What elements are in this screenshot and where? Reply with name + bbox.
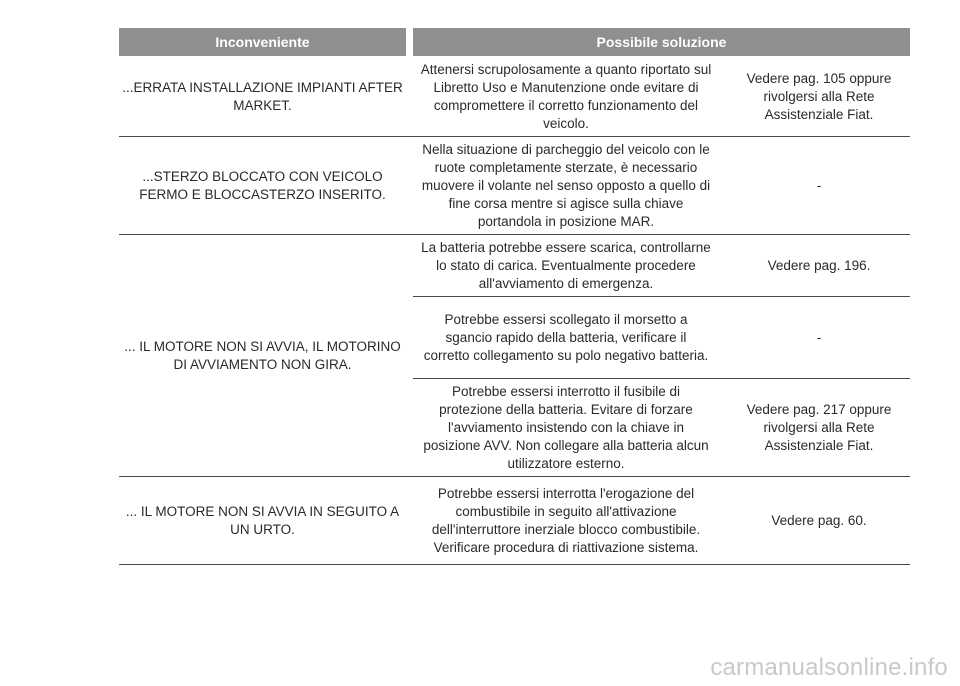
solution-text: Nella situazione di parcheggio del veicolo con le ruote completamente sterzate, è necessario muovere il volante nel senso opposto a quello di fine corsa mentre si agisce sulla chiave portandola in posizione MAR.: [421, 142, 711, 229]
solution-cell: [413, 382, 719, 474]
watermark: carmanualsonline.info: [710, 654, 948, 681]
reference-cell: [728, 60, 910, 134]
row-divider: [119, 234, 910, 235]
problem-text: ... IL MOTORE NON SI AVVIA, IL MOTORINO DI AVVIAMENTO NON GIRA.: [124, 339, 401, 372]
solution-cell: [413, 480, 719, 562]
reference-text: Vedere pag. 60.: [771, 513, 867, 528]
sub-row-divider: [413, 296, 910, 297]
reference-cell: [728, 300, 910, 376]
reference-cell: [728, 480, 910, 562]
problem-cell: [119, 238, 406, 474]
solution-cell: [413, 140, 719, 232]
reference-cell: [728, 140, 910, 232]
reference-text: Vedere pag. 217 oppure rivolgersi alla Rete Assistenziale Fiat.: [746, 402, 892, 453]
solution-text: Potrebbe essersi interrotto il fusibile di protezione della batteria. Evitare di forzare l'avviamento insistendo con la chiave in posizione AVV. Non collegare alla batteria alcun utilizzatore esterno.: [423, 384, 709, 471]
reference-cell: [728, 238, 910, 294]
row-divider: [119, 136, 910, 137]
problem-cell: [119, 140, 406, 232]
column-header-solution: Possibile soluzione: [413, 28, 910, 56]
problem-cell: [119, 60, 406, 134]
solution-cell: [413, 60, 719, 134]
solution-text: Attenersi scrupolosamente a quanto riportato sul Libretto Uso e Manutenzione onde evitare di compromettere il corretto funzionamento del veicolo.: [420, 62, 712, 131]
problem-text: ...STERZO BLOCCATO CON VEICOLO FERMO E BLOCCASTERZO INSERITO.: [139, 169, 386, 202]
reference-text: -: [816, 178, 822, 193]
row-divider: [119, 564, 910, 565]
solution-text: Potrebbe essersi interrotta l'erogazione del combustibile in seguito all'attivazione dell'interruttore inerziale blocco combustibile. Verificare procedura di riattivazione sistema.: [431, 486, 701, 555]
problem-text: ...ERRATA INSTALLAZIONE IMPIANTI AFTER MARKET.: [122, 80, 403, 113]
sub-row-divider: [413, 378, 910, 379]
solution-cell: [413, 238, 719, 294]
reference-text: Vedere pag. 105 oppure rivolgersi alla Rete Assistenziale Fiat.: [746, 71, 892, 122]
row-divider: [119, 476, 910, 477]
solution-text: La batteria potrebbe essere scarica, controllarne lo stato di carica. Eventualmente procedere all'avviamento di emergenza.: [421, 240, 711, 291]
problem-text: ... IL MOTORE NON SI AVVIA IN SEGUITO A UN URTO.: [125, 504, 400, 537]
reference-text: Vedere pag. 196.: [767, 258, 871, 273]
solution-cell: [413, 300, 719, 376]
problem-cell: [119, 480, 406, 562]
column-header-problem: Inconveniente: [119, 28, 406, 56]
reference-cell: [728, 382, 910, 474]
solution-text: Potrebbe essersi scollegato il morsetto a sgancio rapido della batteria, verificare il corretto collegamento su polo negativo batteria.: [423, 312, 709, 363]
reference-text: -: [816, 330, 822, 345]
